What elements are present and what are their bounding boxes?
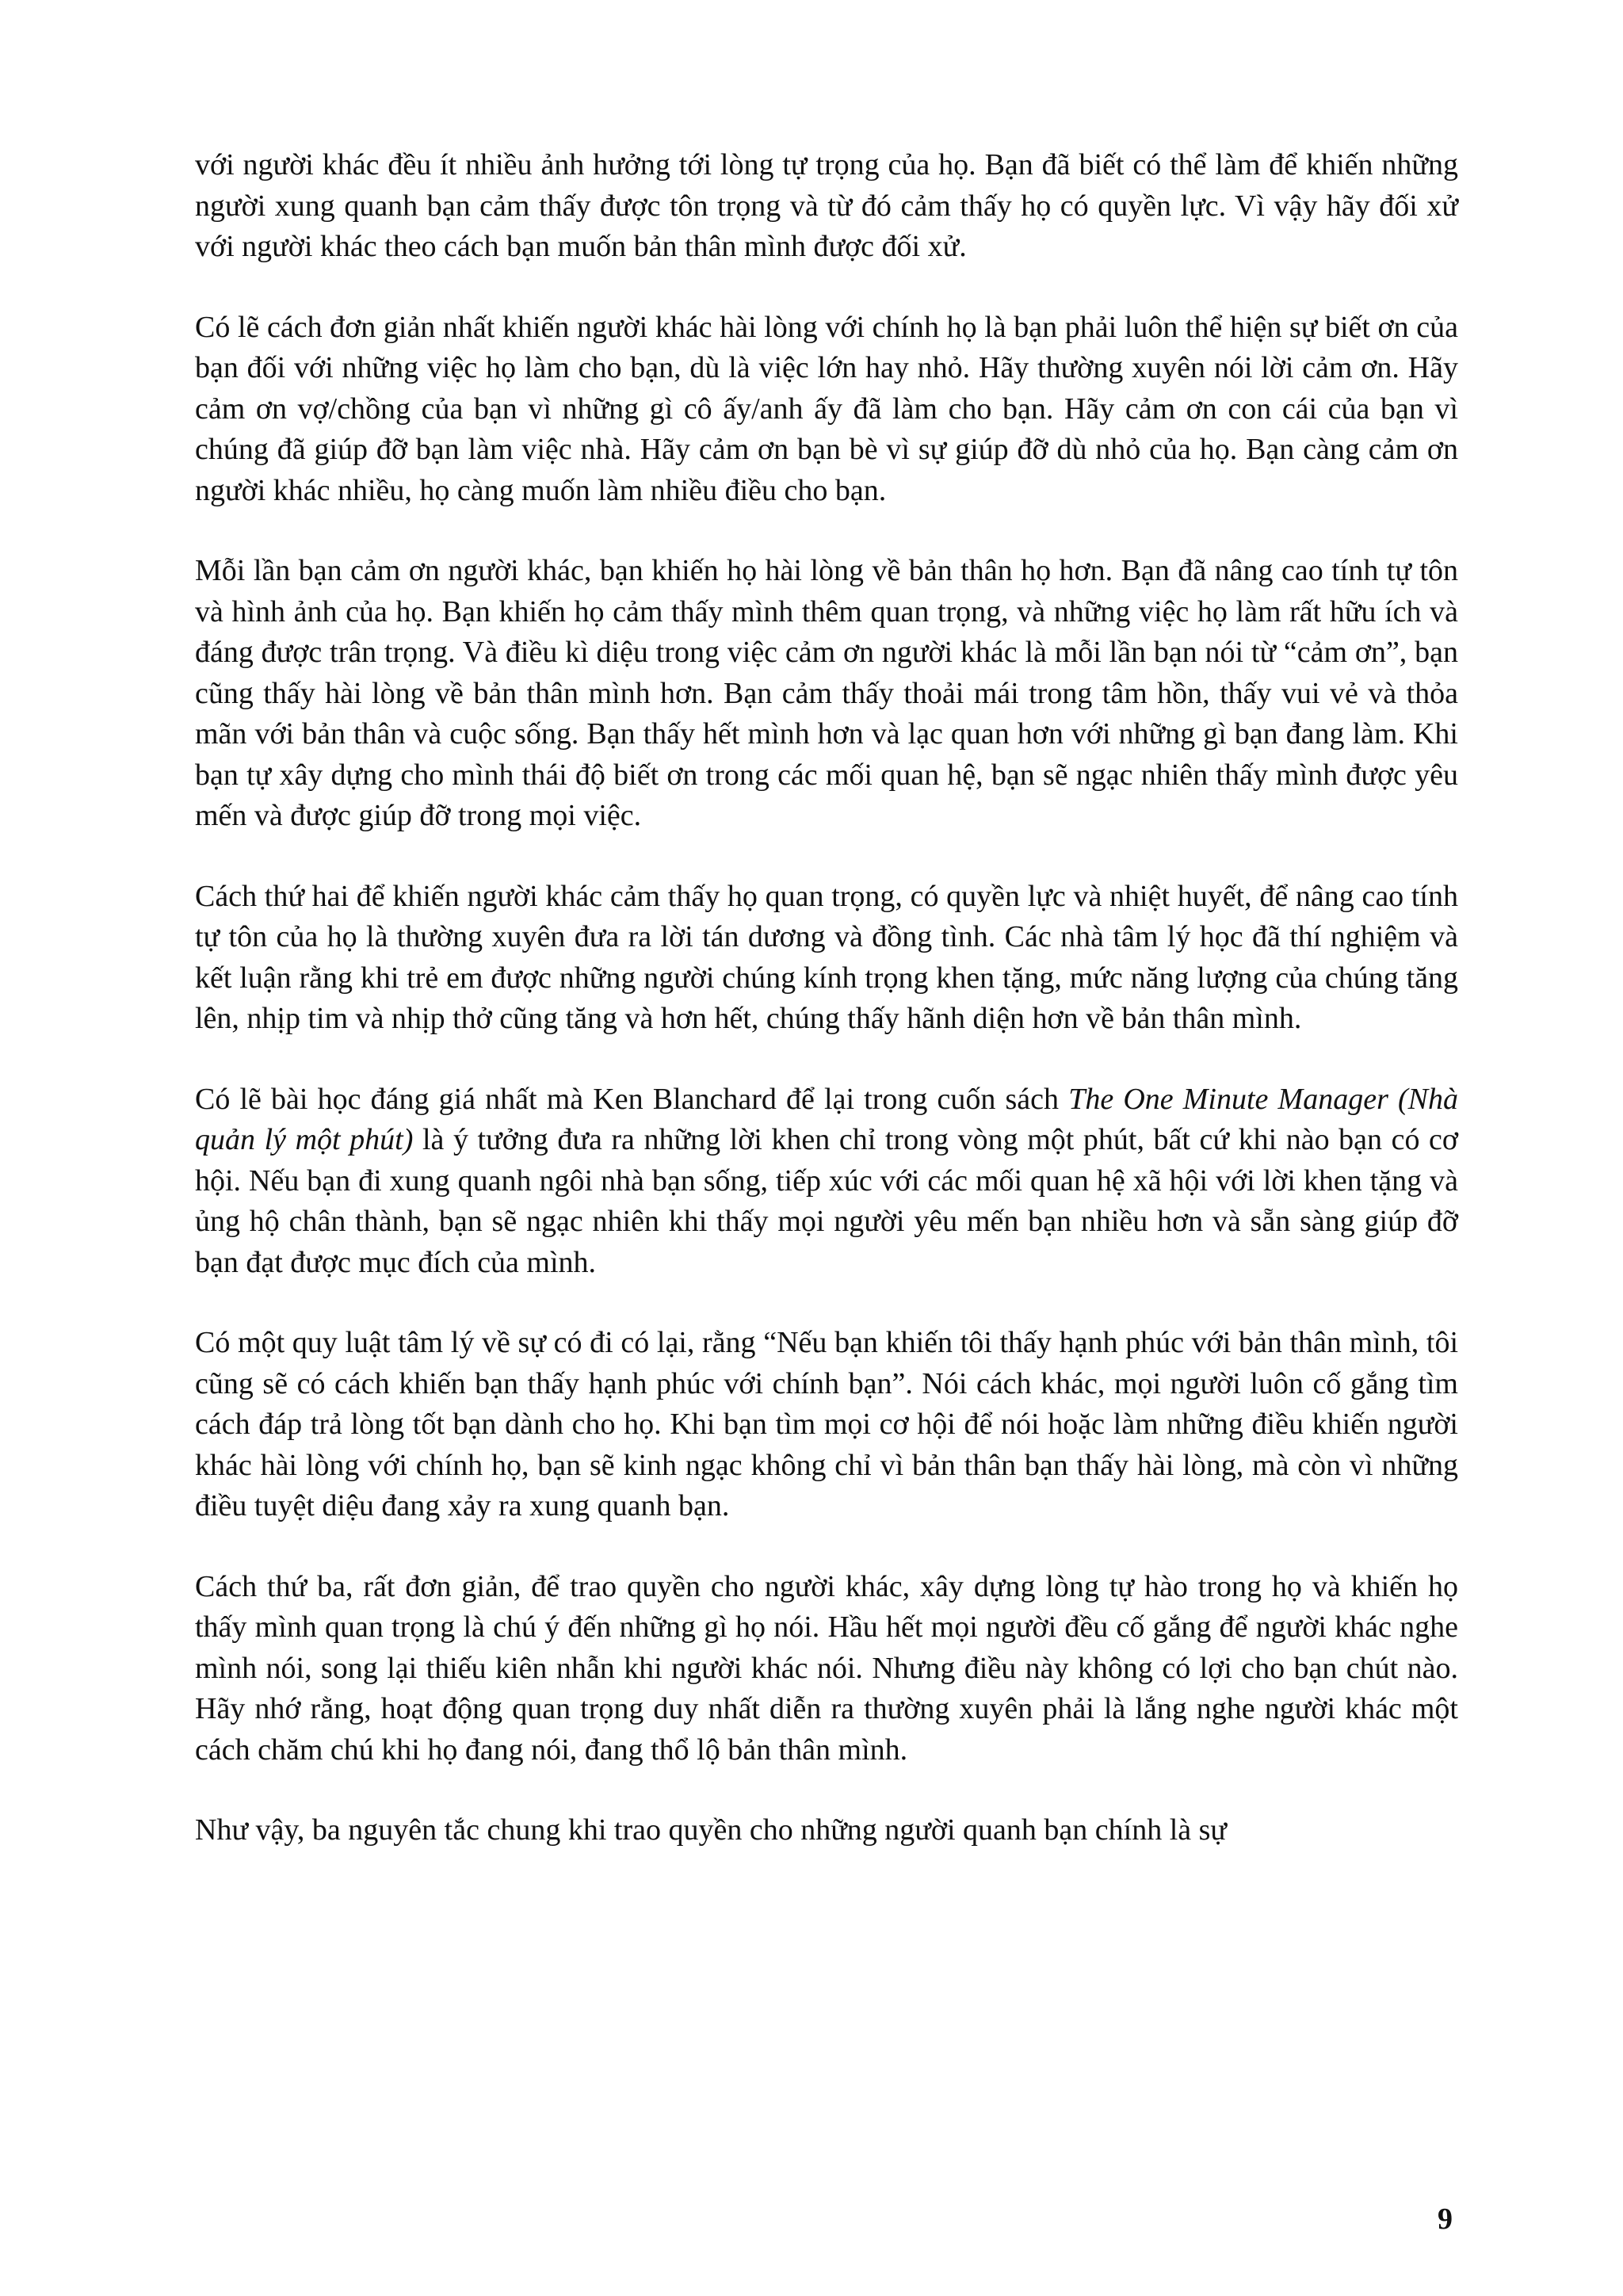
paragraph: [195, 1079, 1458, 1284]
paragraph-text: Cách thứ ba, rất đơn giản, để trao quyền cho người khác, xây dựng lòng tự hào trong họ và khiến họ thấy mình quan trọng là chú ý đến những gì họ nói. Hầu hết mọi người đều cố gắng để người khác nghe mình nói, song lại thiếu kiên nhẫn khi người khác nói. Nhưng điều này không có lợi cho bạn chút nào. Hãy nhớ rằng, hoạt động quan trọng duy nhất diễn ra thường xuyên phải là lắng nghe người khác một cách chăm chú khi họ đang nói, đang thổ lộ bản thân mình.: [195, 1569, 1458, 1767]
paragraph-text: Có lẽ cách đơn giản nhất khiến người khác hài lòng với chính họ là bạn phải luôn thể hiện sự biết ơn của bạn đối với những việc họ làm cho bạn, dù là việc lớn hay nhỏ. Hãy thường xuyên nói lời cảm ơn. Hãy cảm ơn vợ/chồng của bạn vì những gì cô ấy/anh ấy đã làm cho bạn. Hãy cảm ơn con cái của bạn vì chúng đã giúp đỡ bạn làm việc nhà. Hãy cảm ơn bạn bè vì sự giúp đỡ dù nhỏ của họ. Bạn càng cảm ơn người khác nhiều, họ càng muốn làm nhiều điều cho bạn.: [195, 310, 1458, 507]
book-title: The One Minute Manager (Nhà quản lý một phút): [195, 1082, 1458, 1156]
page-number: 9: [1438, 2202, 1453, 2236]
paragraph-text: Mỗi lần bạn cảm ơn người khác, bạn khiến họ hài lòng về bản thân họ hơn. Bạn đã nâng cao tính tự tôn và hình ảnh của họ. Bạn khiến họ cảm thấy mình thêm quan trọng, và những việc họ làm rất hữu ích và đáng được trân trọng. Và điều kì diệu trong việc cảm ơn người khác là mỗi lần bạn nói từ “cảm ơn”, bạn cũng thấy hài lòng về bản thân mình hơn. Bạn cảm thấy thoải mái trong tâm hồn, thấy vui vẻ và thỏa mãn với bản thân và cuộc sống. Bạn thấy hết mình hơn và lạc quan hơn với những gì bạn đang làm. Khi bạn tự xây dựng cho mình thái độ biết ơn trong các mối quan hệ, bạn sẽ ngạc nhiên thấy mình được yêu mến và được giúp đỡ trong mọi việc.: [195, 554, 1458, 832]
paragraph: [195, 145, 1458, 268]
paragraph: [195, 1810, 1458, 1851]
paragraph: [195, 1567, 1458, 1771]
paragraph: [195, 1323, 1458, 1527]
paragraph-text: là ý tưởng đưa ra những lời khen chỉ trong vòng một phút, bất cứ khi nào bạn có cơ hội. Nếu bạn đi xung quanh ngôi nhà bạn sống, tiếp xúc với các mối quan hệ xã hội với lời khen tặng và ủng hộ chân thành, bạn sẽ ngạc nhiên khi thấy mọi người yêu mến bạn nhiều hơn và sẵn sàng giúp đỡ bạn đạt được mục đích của mình.: [195, 1123, 1459, 1279]
paragraph-text: Có một quy luật tâm lý về sự có đi có lại, rằng “Nếu bạn khiến tôi thấy hạnh phúc với bản thân mình, tôi cũng sẽ có cách khiến bạn thấy hạnh phúc với chính bạn”. Nói cách khác, mọi người luôn cố gắng tìm cách đáp trả lòng tốt bạn dành cho họ. Khi bạn tìm mọi cơ hội để nói hoặc làm những điều khiến người khác hài lòng với chính họ, bạn sẽ kinh ngạc không chỉ vì bản thân bạn thấy hài lòng, mà còn vì những điều tuyệt diệu đang xảy ra xung quanh bạn.: [195, 1326, 1458, 1522]
paragraph-text: Như vậy, ba nguyên tắc chung khi trao quyền cho những người quanh bạn chính là sự: [195, 1813, 1228, 1847]
paragraph: [195, 551, 1458, 837]
paragraph: [195, 877, 1458, 1040]
document-body: [195, 145, 1458, 1851]
paragraph-text: Có lẽ bài học đáng giá nhất mà Ken Blanchard để lại trong cuốn sách: [195, 1082, 1069, 1116]
paragraph-text: với người khác đều ít nhiều ảnh hưởng tới lòng tự trọng của họ. Bạn đã biết có thể làm để khiến những người xung quanh bạn cảm thấy được tôn trọng và từ đó cảm thấy họ có quyền lực. Vì vậy hãy đối xử với người khác theo cách bạn muốn bản thân mình được đối xử.: [195, 148, 1458, 263]
paragraph-text: Cách thứ hai để khiến người khác cảm thấy họ quan trọng, có quyền lực và nhiệt huyết, để nâng cao tính tự tôn của họ là thường xuyên đưa ra lời tán dương và đồng tình. Các nhà tâm lý học đã thí nghiệm và kết luận rằng khi trẻ em được những người chúng kính trọng khen tặng, mức năng lượng của chúng tăng lên, nhịp tim và nhịp thở cũng tăng và hơn hết, chúng thấy hãnh diện hơn về bản thân mình.: [195, 879, 1458, 1035]
paragraph: [195, 308, 1458, 512]
